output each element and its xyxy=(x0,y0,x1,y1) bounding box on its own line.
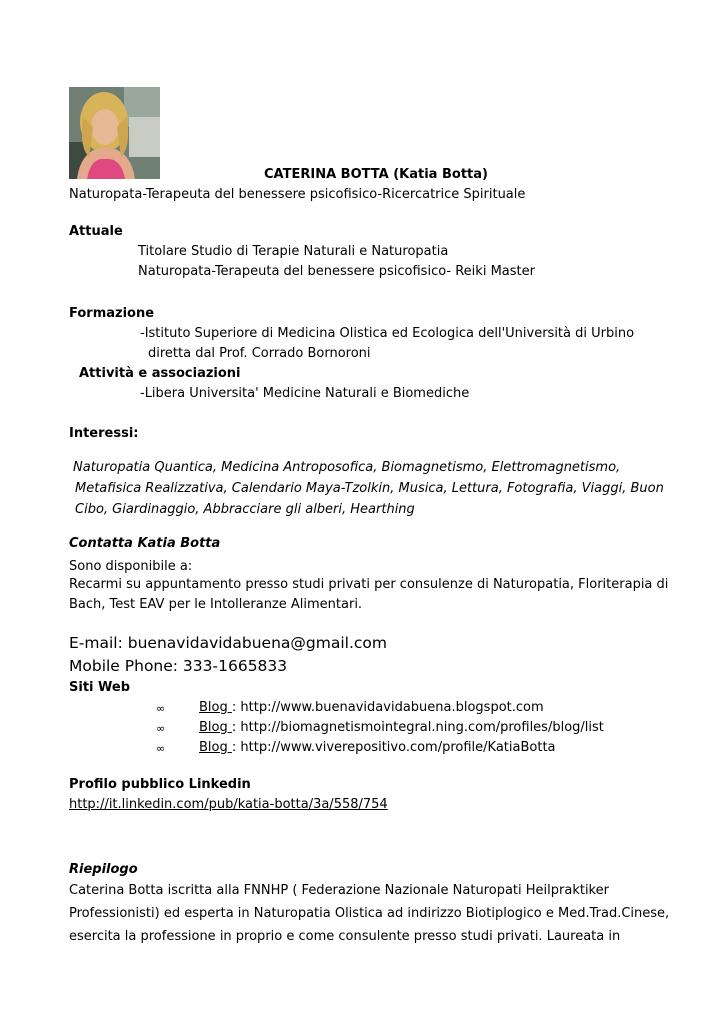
interessi-line: Naturopatia Quantica, Medicina Antroposofica, Biomagnetismo, Elettromagnetismo, xyxy=(73,460,621,475)
website-link-url: : http://www.viverepositivo.com/profile/KatiaBotta xyxy=(231,740,556,755)
infinity-bullet-icon: ∞ xyxy=(156,742,166,755)
section-heading-riepilogo: Riepilogo xyxy=(69,862,138,877)
website-link-url: : http://www.buenavidavidabuena.blogspot.com xyxy=(231,700,544,715)
formazione-line: -Istituto Superiore di Medicina Olistica ed Ecologica dell'Università di Urbino xyxy=(140,326,635,341)
attuale-line: Naturopata-Terapeuta del benessere psicofisico- Reiki Master xyxy=(138,264,535,279)
portrait-image xyxy=(69,87,160,179)
page-title: CATERINA BOTTA (Katia Botta) xyxy=(264,167,488,182)
section-heading-attuale: Attuale xyxy=(69,224,123,239)
attivita-line: -Libera Universita' Medicine Naturali e Biomediche xyxy=(140,386,470,401)
riepilogo-line: Professionisti) ed esperta in Naturopatia Olistica ad indirizzo Biotiplogico e Med.Trad.Cinese, xyxy=(69,906,670,921)
website-link-label[interactable]: Blog xyxy=(199,700,232,715)
website-link[interactable] xyxy=(199,740,556,756)
riepilogo-line: Caterina Botta iscritta alla FNNHP ( Federazione Nazionale Naturopati Heilpraktiker xyxy=(69,883,609,898)
section-heading-interessi: Interessi: xyxy=(69,426,139,441)
website-link[interactable] xyxy=(199,720,604,736)
interessi-line: Cibo, Giardinaggio, Abbracciare gli alberi, Hearthing xyxy=(75,502,415,517)
attuale-line: Titolare Studio di Terapie Naturali e Naturopatia xyxy=(138,244,449,259)
section-heading-formazione: Formazione xyxy=(69,306,155,321)
infinity-bullet-icon: ∞ xyxy=(156,722,166,735)
section-heading-contatta: Contatta Katia Botta xyxy=(69,536,221,551)
subtitle: Naturopata-Terapeuta del benessere psicofisico-Ricercatrice Spirituale xyxy=(69,187,526,202)
section-heading-attivita: Attività e associazioni xyxy=(79,366,241,381)
riepilogo-line: esercita la professione in proprio e come consulente presso studi privati. Laureata in xyxy=(69,929,621,944)
interessi-line: Metafisica Realizzativa, Calendario Maya-Tzolkin, Musica, Lettura, Fotografia, Viaggi, Buon xyxy=(75,481,664,496)
website-link-label[interactable]: Blog xyxy=(199,740,232,755)
website-link[interactable] xyxy=(199,700,544,716)
email-text: E-mail: buenavidavidabuena@gmail.com xyxy=(69,634,387,652)
contatta-line: Bach, Test EAV per le Intolleranze Alimentari. xyxy=(69,597,363,612)
contatta-line: Recarmi su appuntamento presso studi privati per consulenze di Naturopatia, Floriterapia di xyxy=(69,577,669,592)
section-heading-siti: Siti Web xyxy=(69,680,131,695)
contatta-line: Sono disponibile a: xyxy=(69,559,193,574)
website-link-label[interactable]: Blog xyxy=(199,720,232,735)
section-heading-linkedin: Profilo pubblico Linkedin xyxy=(69,777,251,792)
infinity-bullet-icon: ∞ xyxy=(156,702,166,715)
phone-text: Mobile Phone: 333-1665833 xyxy=(69,657,288,675)
linkedin-link[interactable]: http://it.linkedin.com/pub/katia-botta/3a/558/754 xyxy=(69,797,388,812)
formazione-line: diretta dal Prof. Corrado Bornoroni xyxy=(148,346,371,361)
profile-photo xyxy=(69,87,160,179)
website-link-url: : http://biomagnetismointegral.ning.com/profiles/blog/list xyxy=(231,720,604,735)
